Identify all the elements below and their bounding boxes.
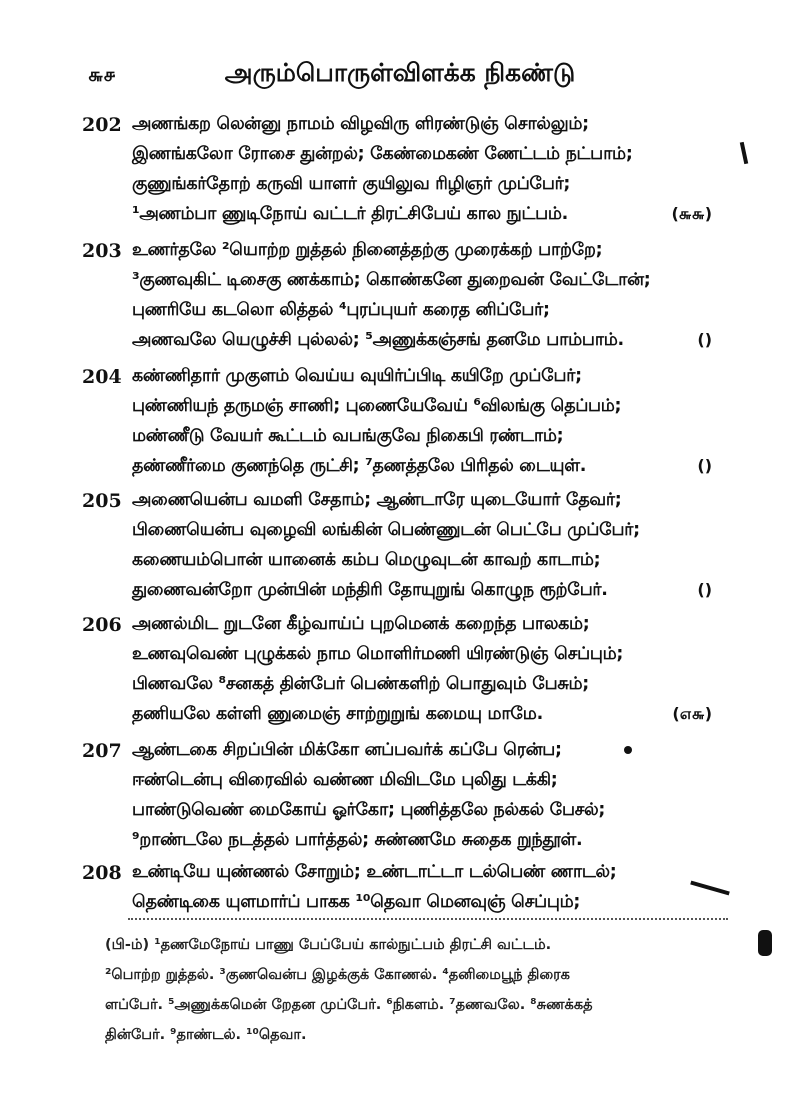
edge-ink-blot [758,930,772,956]
verse-line: அணங்கற லென்னு நாமம் விழவிரு ளிரண்டுஞ் சொல்லும்; [132,114,589,134]
verse-line: அணல்மிட றுடனே கீழ்வாய்ப் புறமெனக் கறைந்த பாலகம்; [132,614,590,634]
verse-line: அணையென்ப வமளி சேதாம்; ஆண்டாரே யுடையோர் தேவர்; [132,490,622,510]
verse-line: உணர்தலே ²யொற்ற றுத்தல் நினைத்தற்கு முரைக்கற் பாற்றே; [132,240,603,260]
margin-dash-mark [690,881,730,896]
verse-number: 204 [82,366,122,388]
verse-count-mark: (௭௬) [672,704,712,723]
verse-line: உணவுவெண் புழுக்கல் நாம மொளிர்மணி யிரண்டுஞ் செப்பும்; [132,644,624,664]
footnotes [105,930,745,1050]
verse-line: பிணையென்ப வுழைவி லங்கின் பெண்ணுடன் பெட்பே முப்பேர்; [132,520,640,540]
verse-line: கண்ணிதார் முகுளம் வெய்ய வுயிர்ப்பிடி கயிறே முப்பேர்; [132,366,582,386]
margin-tick-mark [740,142,748,164]
verse-number: 203 [82,240,122,262]
verse-line: குணுங்கர்தோற் கருவி யாளர் குயிலுவ ரிழிஞர் முப்பேர்; [132,174,571,194]
verse-count-mark: () [697,456,712,475]
verse-line: ⁹றாண்டலே நடத்தல் பார்த்தல்; சுண்ணமே சுதைக றுந்தூள். [132,830,583,850]
verse-line: புண்ணியந் தருமஞ் சாணி; புணையேவேய் ⁶விலங்கு தெப்பம்; [132,396,622,416]
verse-line: ஈண்டென்பு விரைவில் வண்ண மிவிடமே புலிது டக்கி; [132,770,558,790]
verse-line: ஆண்டகை சிறப்பின் மிக்கோ னப்பவர்க் கப்பே ரென்ப; [132,740,562,760]
footnote-line: தின்பேர். ⁹தாண்டல். ¹⁰தெவா. [105,1027,307,1043]
verse-line: கணையம்பொன் யானைக் கம்ப மெழுவுடன் காவற் காடாம்; [132,550,601,570]
verse-number: 202 [82,114,122,136]
footnote-line: ²பொற்ற றுத்தல். ³குணவென்ப இழக்குக் கோணல். ⁴தனிமைபூந் திரைக [105,967,570,983]
verse-line: துணைவன்றோ முன்பின் மந்திரி தோயுறுங் கொழுந ரூற்பேர். [132,580,608,600]
page-number: ௬௪ [88,64,116,86]
verse-line: பிணவலே ⁸சனகத் தின்பேர் பெண்களிற் பொதுவும் பேசும்; [132,674,590,694]
verse-number: 205 [82,490,122,512]
footnote-line: (பி-ம்) ¹தணமேநோய் பாணு பேப்பேய் கால்நுட்பம் திரட்சி வட்டம். [105,937,552,953]
verse-line: உண்டியே யுண்ணல் சோறும்; உண்டாட்டா டல்பெண் ணாடல்; [132,862,617,882]
verse-line: தண்ணீர்மை குணந்தெ ருட்சி; ⁷தணத்தலே பிரிதல் டையுள். [132,456,587,476]
verse-line: ¹அணம்பா ணுடிநோய் வட்டர் திரட்சிபேய் கால நுட்பம். [132,204,568,224]
verse-line: தெண்டிகை யுளமார்ப் பாகக ¹⁰தெவா மெனவுஞ் செப்பும்; [132,892,581,912]
page-title: அரும்பொருள்விளக்க நிகண்டு [224,58,576,87]
verse-line: பாண்டுவெண் மைகோய் ஓர்கோ; புணித்தலே நல்கல் பேசல்; [132,800,606,820]
verse-number: 206 [82,614,122,636]
ink-dot-mark [624,746,632,754]
verse-line: மண்ணீடு வேயர் கூட்டம் வபங்குவே நிகைபி ரண்டாம்; [132,426,564,446]
verse-count-mark: (௬௬) [671,204,712,223]
footnote-line: ளப்பேர். ⁵அணுக்கமென் றேதன முப்பேர். ⁶நிகளம். ⁷தணவலே. ⁸சுணக்கத் [105,997,593,1013]
verse-number: 207 [82,740,122,762]
verse-line: தணியலே கள்ளி ணுமைஞ் சாற்றுறுங் கமையு மாமே. [132,704,543,724]
verse-count-mark: () [697,330,712,349]
verse-line: இணங்கலோ ரோசை துன்றல்; கேண்மைகண் ணேட்டம் நட்பாம்; [132,144,633,164]
verse-count-mark: () [697,580,712,599]
verse-number: 208 [82,862,122,884]
verse-line: ³குணவுகிட் டிசைகு ணக்காம்; கொண்கனே துறைவன் வேட்டோன்; [132,270,651,290]
footnote-divider [128,918,728,920]
verse-line: புணரியே கடலொ லித்தல் ⁴புரப்புயர் கரைத னிப்பேர்; [132,300,550,320]
verse-line: அணவலே யெழுச்சி புல்லல்; ⁵அணுக்கஞ்சங் தனமே பாம்பாம். [132,330,624,350]
